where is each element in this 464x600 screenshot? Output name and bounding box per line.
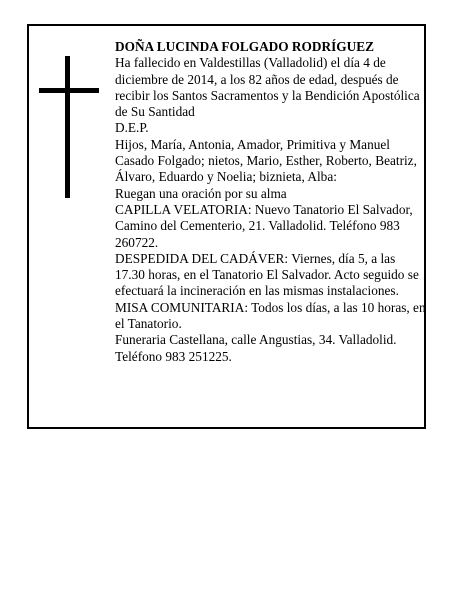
cross-horizontal-bar: [39, 88, 99, 93]
mass-info: MISA COMUNITARIA: Todos los días, a las 10 horas, en el Tanatorio.: [115, 299, 426, 332]
farewell-info: DESPEDIDA DEL CADÁVER: Viernes, día 5, a las 17.30 horas, en el Tanatorio El Salvador. Acto seguido se efectuará la incineración en las mismas instalaciones.: [115, 250, 419, 299]
cross-vertical-bar: [65, 56, 70, 198]
obituary-notice: [27, 24, 426, 429]
funeral-home-info: Funeraria Castellana, calle Angustias, 34. Valladolid. Teléfono 983 251225.: [115, 332, 397, 364]
family-list: Hijos, María, Antonia, Amador, Primitiva y Manuel Casado Folgado; nietos, Mario, Esther, Roberto, Beatriz, Álvaro, Eduardo y Noelia; biznieta, Alba:: [115, 136, 417, 185]
notice-body: [115, 39, 427, 365]
chapel-info: CAPILLA VELATORIA: Nuevo Tanatorio El Salvador, Camino del Cementerio, 21. Valladolid. Teléfono 983 260722.: [115, 201, 413, 250]
cross-icon: [39, 56, 99, 198]
deceased-name: DOÑA LUCINDA FOLGADO RODRÍGUEZ: [115, 39, 374, 54]
death-announcement: Ha fallecido en Valdestillas (Valladolid) el día 4 de diciembre de 2014, a los 82 años de edad, después de recibir los Santos Sacramentos y la Bendición Apostólica de Su Santidad: [115, 55, 420, 120]
prayer-request: Ruegan una oración por su alma: [115, 185, 287, 201]
rip-line: D.E.P.: [115, 120, 149, 136]
